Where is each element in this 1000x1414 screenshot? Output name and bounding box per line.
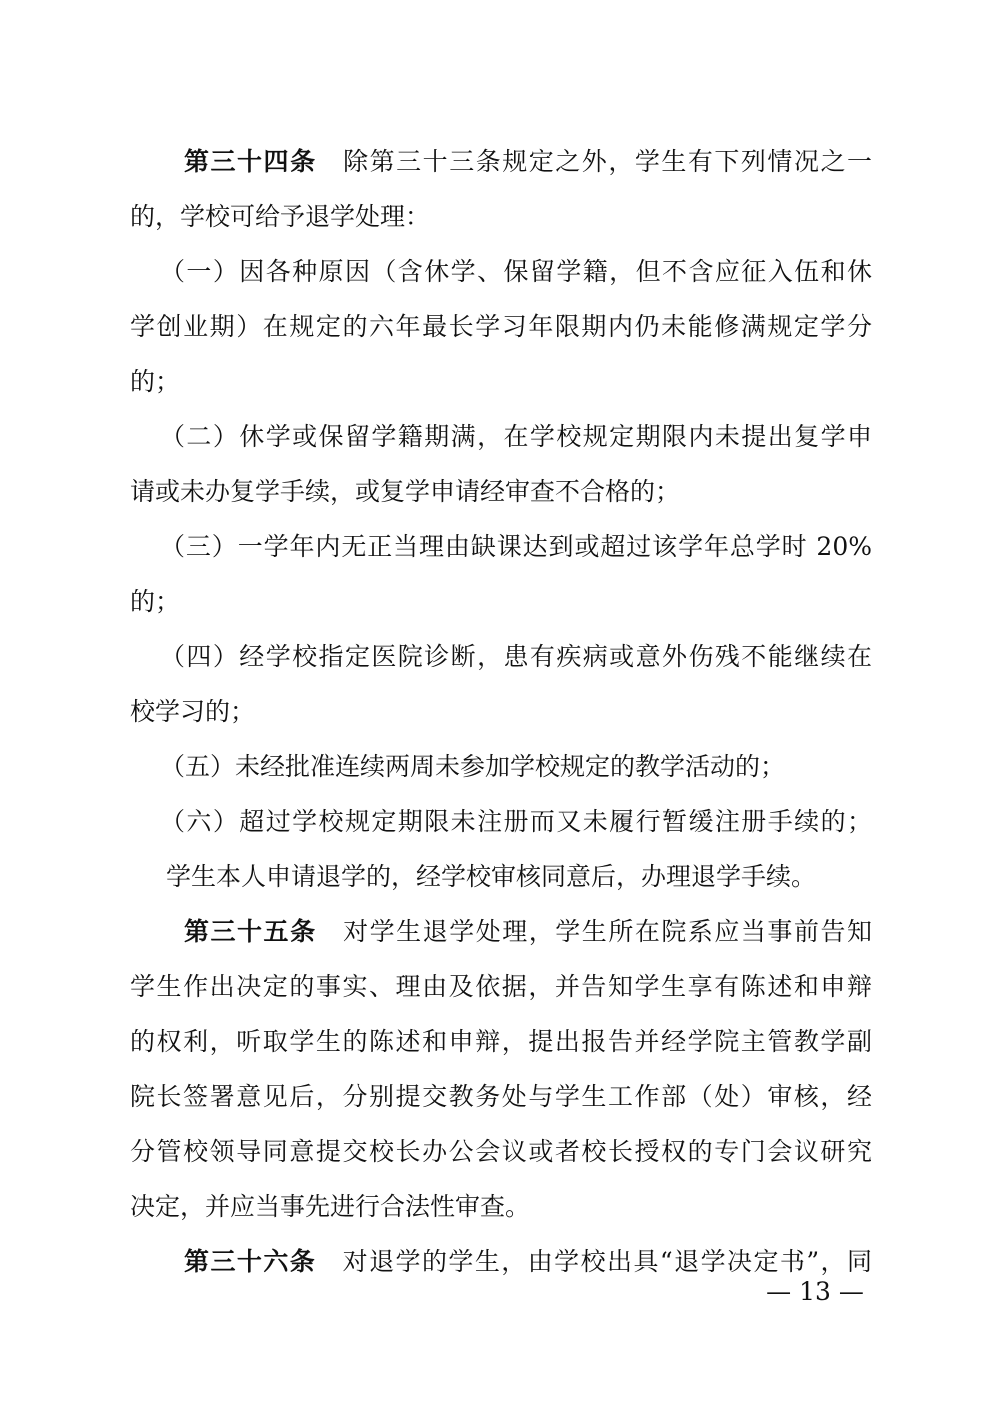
article-34-line-2: 的，学校可给予退学处理：: [130, 202, 431, 231]
item-1-line-2: 学创业期）在规定的六年最长学习年限期内仍未能修满规定学分: [130, 312, 872, 341]
article-36-heading: 第三十六条: [184, 1247, 317, 1276]
article-34-line-1: [184, 142, 872, 182]
article-34-heading: 第三十四条: [184, 147, 317, 176]
item-2-line-1: （二）休学或保留学籍期满，在学校规定期限内未提出复学申: [160, 422, 872, 451]
item-3-line-1: （三）一学年内无正当理由缺课达到或超过该学年总学时 20%: [160, 532, 872, 561]
item-2-line-2: 请或未办复学手续，或复学申请经审查不合格的；: [130, 477, 681, 506]
withdrawal-request-line: 学生本人申请退学的，经学校审核同意后，办理退学手续。: [166, 862, 817, 891]
item-5-line: （五）未经批准连续两周未参加学校规定的教学活动的；: [160, 752, 786, 781]
item-4-line-2: 校学习的；: [130, 697, 256, 726]
article-35-line-1: [184, 912, 872, 952]
article-35-line-5: 分管校领导同意提交校长办公会议或者校长授权的专门会议研究: [130, 1137, 872, 1166]
article-35-line-6: 决定，并应当事先进行合法性审查。: [130, 1192, 531, 1221]
article-35-heading: 第三十五条: [184, 917, 317, 946]
article-35-line-2: 学生作出决定的事实、理由及依据，并告知学生享有陈述和申辩: [130, 972, 872, 1001]
article-34-text: 除第三十三条规定之外，学生有下列情况之一: [316, 147, 872, 176]
item-4-line-1: （四）经学校指定医院诊断，患有疾病或意外伤残不能继续在: [160, 642, 872, 671]
item-3-line-2: 的；: [130, 587, 181, 616]
page-number: — 13 —: [766, 1277, 864, 1306]
item-6-line: （六）超过学校规定期限未注册而又未履行暂缓注册手续的；: [160, 807, 872, 836]
item-1-line-3: 的；: [130, 367, 181, 396]
article-35-line-3: 的权利，听取学生的陈述和申辩，提出报告并经学院主管教学副: [130, 1027, 872, 1056]
article-35-text: 对学生退学处理，学生所在院系应当事前告知: [316, 917, 872, 946]
article-35-line-4: 院长签署意见后，分别提交教务处与学生工作部（处）审核，经: [130, 1082, 872, 1111]
item-1-line-1: （一）因各种原因（含休学、保留学籍，但不含应征入伍和休: [160, 257, 872, 286]
article-36-text: 对退学的学生，由学校出具“退学决定书”，同: [316, 1247, 872, 1276]
